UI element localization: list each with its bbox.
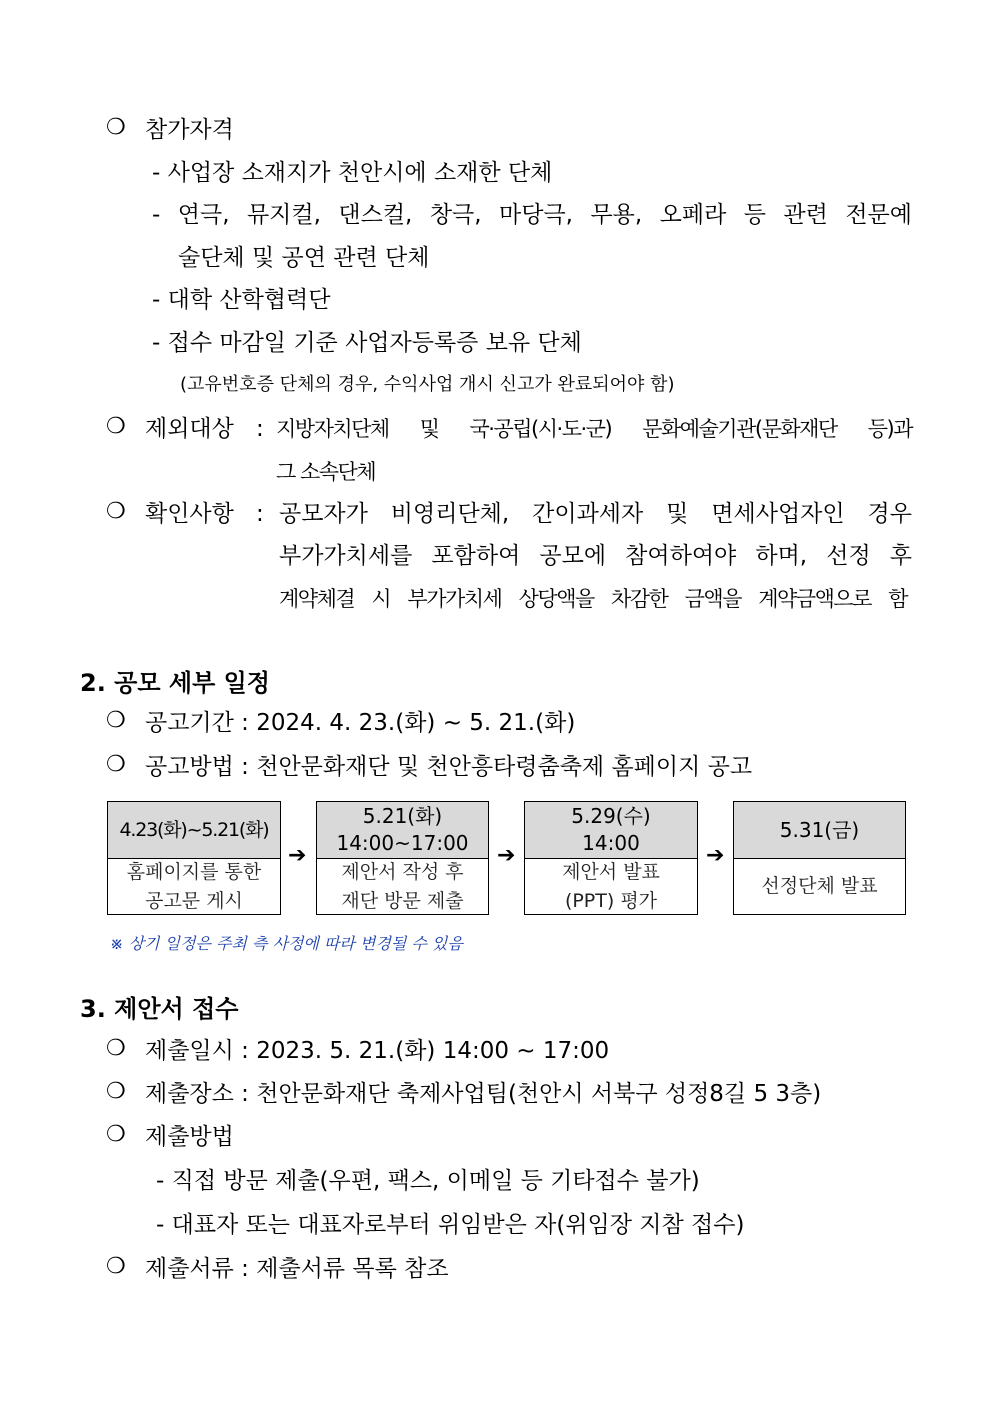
arrow-right-icon: ➔ [288, 843, 307, 868]
bullet-circle: ❍ [106, 1122, 126, 1147]
bullet-circle: ❍ [106, 752, 126, 777]
schedule-step-2 [316, 801, 489, 915]
notice-period: 공고기간 : 2024. 4. 23.(화) ~ 5. 21.(화) [145, 710, 576, 736]
section3-heading: 3. 제안서 접수 [80, 995, 239, 1023]
schedule-step-4 [733, 801, 906, 915]
submit-documents: 제출서류 : 제출서류 목록 참조 [145, 1256, 449, 1282]
bullet-circle: ❍ [106, 499, 126, 524]
submit-place: 제출장소 : 천안문화재단 축제사업팀(천안시 서북구 성정8길 5 3층) [145, 1081, 822, 1107]
schedule-note: ※ 상기 일정은 주최 측 사정에 따라 변경될 수 있음 [110, 934, 463, 953]
submit-method-title: 제출방법 [145, 1124, 234, 1150]
eligibility-title: 참가자격 [145, 117, 234, 143]
arrow-right-icon: ➔ [497, 843, 516, 868]
bullet-circle: ❍ [106, 1079, 126, 1104]
schedule-date: 5.21(화) 14:00~17:00 [317, 802, 488, 859]
confirmation-text: 계약체결 시 부가가치세 상당액을 차감한 금액을 계약금액으로 함 [279, 587, 907, 611]
arrow-right-icon: ➔ [706, 843, 725, 868]
eligibility-note: (고유번호증 단체의 경우, 수익사업 개시 신고가 완료되어야 함) [180, 374, 675, 395]
notice-method: 공고방법 : 천안문화재단 및 천안흥타령춤축제 홈페이지 공고 [145, 754, 753, 780]
submit-method-item: - 직접 방문 제출(우편, 팩스, 이메일 등 기타접수 불가) [156, 1168, 700, 1194]
confirmation-text: 공모자가 비영리단체, 간이과세자 및 면세사업자인 경우 [279, 501, 912, 527]
bullet-circle: ❍ [106, 115, 126, 140]
schedule-step-1 [107, 801, 281, 915]
bullet-circle: ❍ [106, 1036, 126, 1061]
schedule-date: 5.29(수) 14:00 [525, 802, 697, 859]
submit-method-item: - 대표자 또는 대표자로부터 위임받은 자(위임장 지참 접수) [156, 1212, 745, 1238]
schedule-step-3 [524, 801, 698, 915]
schedule-desc: 홈페이지를 통한 공고문 게시 [126, 860, 262, 912]
bullet-circle: ❍ [106, 708, 126, 733]
schedule-desc: 제안서 작성 후 재단 방문 제출 [341, 860, 464, 912]
exclusion-label: 제외대상 [145, 416, 234, 442]
exclusion-text-cont: 그 소속단체 [276, 460, 376, 484]
eligibility-item: - 접수 마감일 기준 사업자등록증 보유 단체 [152, 330, 582, 356]
eligibility-item-cont: 술단체 및 공연 관련 단체 [178, 245, 430, 271]
confirmation-colon: : [256, 501, 264, 527]
section2-heading: 2. 공모 세부 일정 [80, 669, 270, 697]
schedule-date: 5.31(금) [734, 802, 905, 859]
eligibility-item: - 사업장 소재지가 천안시에 소재한 단체 [152, 160, 553, 186]
confirmation-label: 확인사항 [145, 501, 234, 527]
eligibility-item: - 연극, 뮤지컬, 댄스컬, 창극, 마당극, 무용, 오페라 등 관련 전문예 [152, 202, 912, 228]
submit-datetime: 제출일시 : 2023. 5. 21.(화) 14:00 ~ 17:00 [145, 1038, 610, 1064]
eligibility-item: - 대학 산학협력단 [152, 287, 331, 313]
bullet-circle: ❍ [106, 414, 126, 439]
exclusion-colon: : [256, 416, 264, 442]
exclusion-text: 지방자치단체 및 국·공립(시·도·군) 문화예술기관(문화재단 등)과 [276, 417, 912, 441]
confirmation-text: 부가가치세를 포함하여 공모에 참여하여야 하며, 선정 후 [279, 543, 912, 569]
bullet-circle: ❍ [106, 1254, 126, 1279]
schedule-desc: 제안서 발표 (PPT) 평가 [562, 860, 660, 912]
schedule-date: 4.23(화)~5.21(화) [108, 802, 280, 859]
schedule-desc: 선정단체 발표 [761, 875, 878, 897]
